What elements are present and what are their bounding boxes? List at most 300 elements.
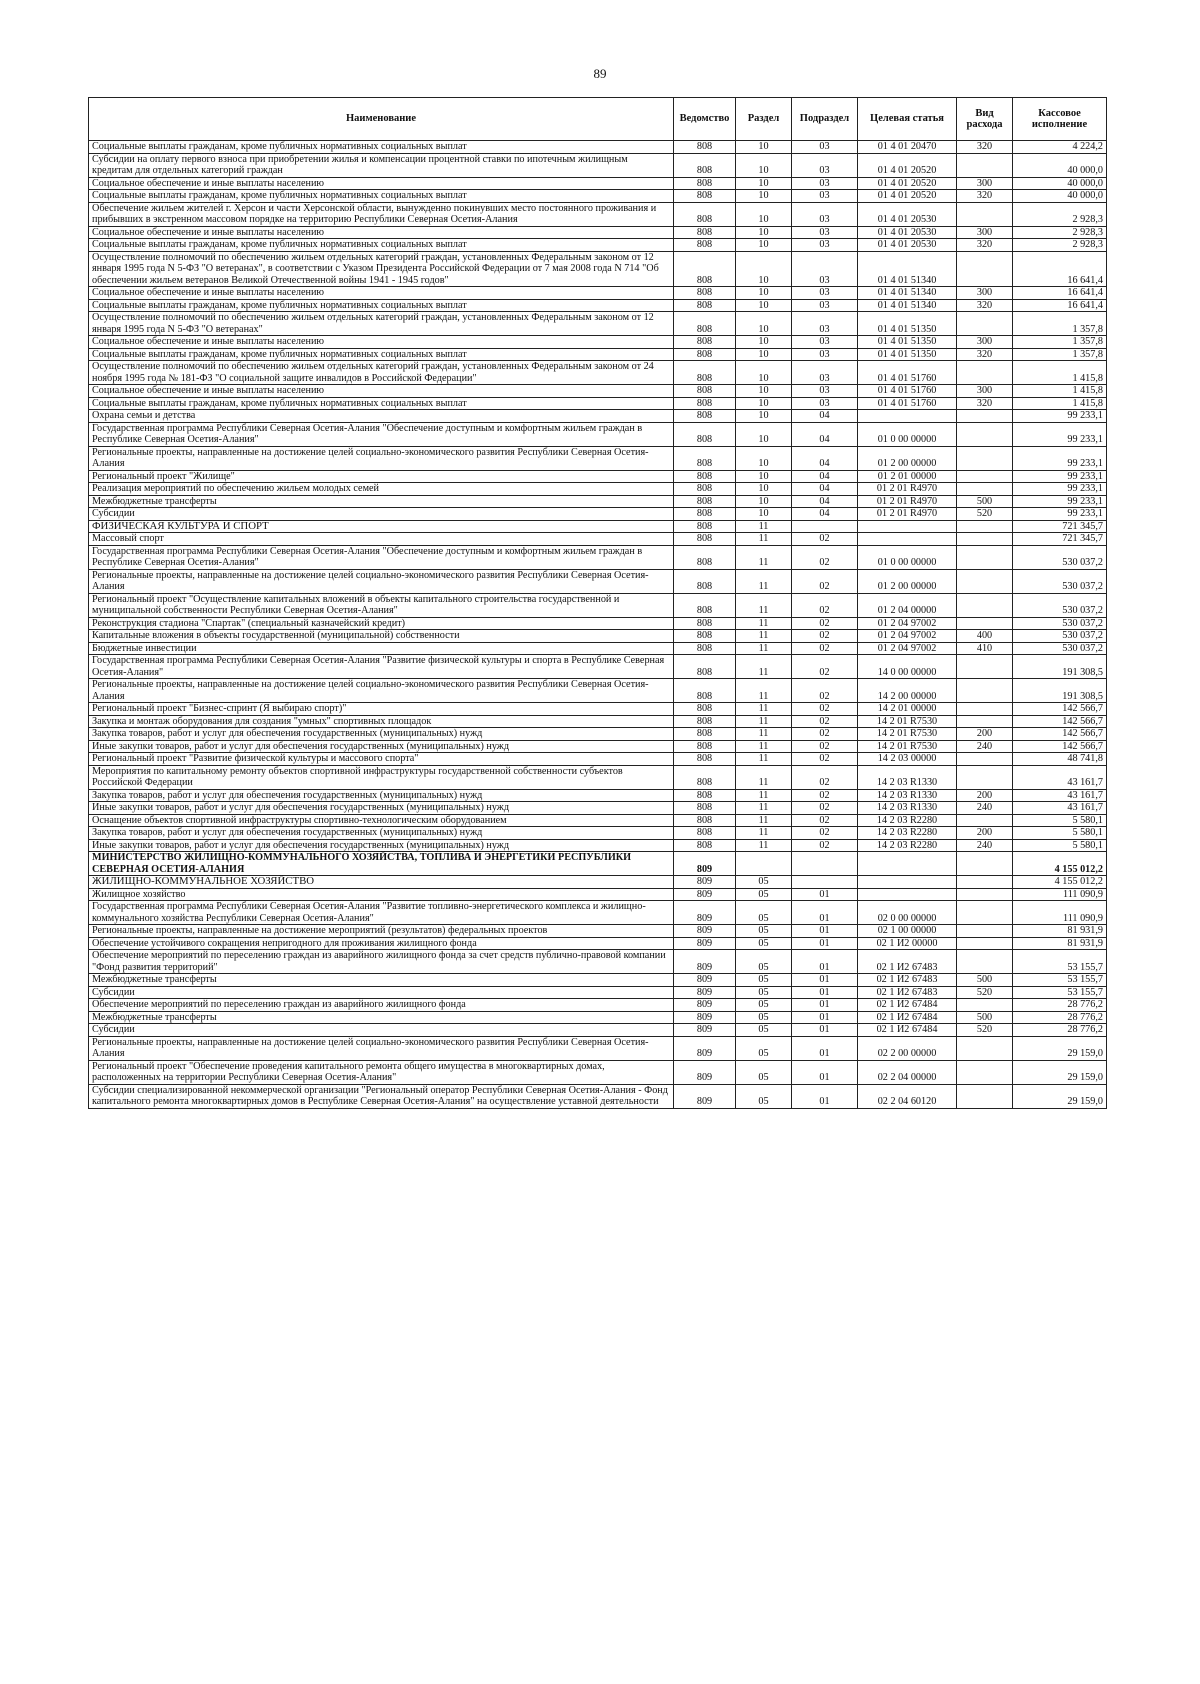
row-subsection-cell: 03 <box>792 251 858 287</box>
row-execution-cell: 530 037,2 <box>1013 569 1107 593</box>
row-article-cell: 01 2 00 00000 <box>858 446 957 470</box>
row-subsection-cell: 03 <box>792 312 858 336</box>
table-row <box>89 483 1107 496</box>
row-section-cell: 10 <box>736 251 792 287</box>
row-section-cell: 05 <box>736 999 792 1012</box>
row-execution-cell: 16 641,4 <box>1013 287 1107 300</box>
row-ministry-cell: 808 <box>674 361 736 385</box>
row-ministry-cell: 808 <box>674 827 736 840</box>
row-expense-type-cell: 320 <box>957 397 1013 410</box>
row-expense-type-cell: 240 <box>957 802 1013 815</box>
row-ministry-cell: 808 <box>674 545 736 569</box>
row-execution-cell: 4 224,2 <box>1013 141 1107 154</box>
table-row <box>89 361 1107 385</box>
row-article-cell: 01 4 01 20470 <box>858 141 957 154</box>
row-section-cell: 11 <box>736 753 792 766</box>
row-subsection-cell: 01 <box>792 1084 858 1108</box>
row-section-cell: 10 <box>736 202 792 226</box>
row-subsection-cell: 01 <box>792 986 858 999</box>
row-section-cell: 05 <box>736 1036 792 1060</box>
row-name-cell: Мероприятия по капитальному ремонту объектов спортивной инфраструктуры государственной собственности субъектов Российской Федерации <box>89 765 674 789</box>
row-execution-cell: 99 233,1 <box>1013 422 1107 446</box>
row-article-cell: 01 4 01 20520 <box>858 177 957 190</box>
row-subsection-cell: 04 <box>792 495 858 508</box>
row-ministry-cell: 808 <box>674 202 736 226</box>
row-expense-type-cell <box>957 569 1013 593</box>
row-ministry-cell: 808 <box>674 617 736 630</box>
row-article-cell: 02 0 00 00000 <box>858 901 957 925</box>
row-execution-cell: 530 037,2 <box>1013 617 1107 630</box>
row-execution-cell: 43 161,7 <box>1013 765 1107 789</box>
row-name-cell: Региональный проект "Бизнес-спринт (Я выбираю спорт)" <box>89 703 674 716</box>
row-name-cell: Социальное обеспечение и иные выплаты населению <box>89 385 674 398</box>
row-ministry-cell: 809 <box>674 986 736 999</box>
row-section-cell: 05 <box>736 901 792 925</box>
row-ministry-cell: 808 <box>674 446 736 470</box>
row-subsection-cell: 01 <box>792 888 858 901</box>
row-name-cell: Закупка товаров, работ и услуг для обеспечения государственных (муниципальных) нужд <box>89 827 674 840</box>
row-ministry-cell: 808 <box>674 495 736 508</box>
table-row <box>89 986 1107 999</box>
row-section-cell: 11 <box>736 545 792 569</box>
row-subsection-cell: 02 <box>792 715 858 728</box>
row-section-cell: 05 <box>736 986 792 999</box>
row-execution-cell: 81 931,9 <box>1013 925 1107 938</box>
row-ministry-cell: 808 <box>674 642 736 655</box>
row-section-cell: 11 <box>736 520 792 533</box>
row-ministry-cell: 808 <box>674 470 736 483</box>
row-name-cell: Социальное обеспечение и иные выплаты населению <box>89 226 674 239</box>
row-ministry-cell: 808 <box>674 226 736 239</box>
row-ministry-cell: 808 <box>674 141 736 154</box>
table-row <box>89 679 1107 703</box>
table-row <box>89 642 1107 655</box>
table-row <box>89 876 1107 889</box>
row-section-cell: 11 <box>736 655 792 679</box>
row-ministry-cell: 809 <box>674 937 736 950</box>
table-row <box>89 508 1107 521</box>
row-execution-cell: 142 566,7 <box>1013 728 1107 741</box>
row-execution-cell: 40 000,0 <box>1013 177 1107 190</box>
row-name-cell: Обеспечение мероприятий по переселению граждан из аварийного жилищного фонда за счет средств публично-правовой компании "Фонд развития территорий" <box>89 950 674 974</box>
row-execution-cell: 1 357,8 <box>1013 336 1107 349</box>
row-name-cell: Социальные выплаты гражданам, кроме публичных нормативных социальных выплат <box>89 141 674 154</box>
row-expense-type-cell: 320 <box>957 190 1013 203</box>
row-subsection-cell: 02 <box>792 655 858 679</box>
table-row <box>89 141 1107 154</box>
row-subsection-cell: 01 <box>792 1036 858 1060</box>
row-name-cell: Межбюджетные трансферты <box>89 1011 674 1024</box>
row-expense-type-cell <box>957 545 1013 569</box>
row-name-cell: Охрана семьи и детства <box>89 410 674 423</box>
row-article-cell: 01 2 01 R4970 <box>858 508 957 521</box>
row-execution-cell: 1 357,8 <box>1013 348 1107 361</box>
row-expense-type-cell: 300 <box>957 177 1013 190</box>
row-article-cell: 01 2 04 00000 <box>858 593 957 617</box>
row-section-cell: 10 <box>736 239 792 252</box>
row-ministry-cell: 809 <box>674 925 736 938</box>
row-expense-type-cell: 320 <box>957 141 1013 154</box>
row-execution-cell: 530 037,2 <box>1013 545 1107 569</box>
row-ministry-cell: 808 <box>674 177 736 190</box>
row-ministry-cell: 808 <box>674 593 736 617</box>
row-expense-type-cell <box>957 950 1013 974</box>
row-ministry-cell: 809 <box>674 888 736 901</box>
table-header-row <box>89 98 1107 141</box>
row-execution-cell: 2 928,3 <box>1013 226 1107 239</box>
row-section-cell: 05 <box>736 925 792 938</box>
row-name-cell: Жилищное хозяйство <box>89 888 674 901</box>
row-ministry-cell: 808 <box>674 251 736 287</box>
row-article-cell: 02 1 И2 67483 <box>858 974 957 987</box>
row-name-cell: Региональный проект "Осуществление капитальных вложений в объекты капитального строительства государственной и муниципальной собственности Республики Северная Осетия-Алания" <box>89 593 674 617</box>
row-subsection-cell: 01 <box>792 974 858 987</box>
row-section-cell: 10 <box>736 348 792 361</box>
row-article-cell: 14 2 00 00000 <box>858 679 957 703</box>
row-expense-type-cell <box>957 1060 1013 1084</box>
row-expense-type-cell: 520 <box>957 986 1013 999</box>
row-subsection-cell: 02 <box>792 789 858 802</box>
row-article-cell: 01 4 01 51340 <box>858 251 957 287</box>
row-article-cell: 01 2 01 00000 <box>858 470 957 483</box>
row-article-cell: 14 2 01 00000 <box>858 703 957 716</box>
table-row <box>89 299 1107 312</box>
row-section-cell: 11 <box>736 593 792 617</box>
row-section-cell: 11 <box>736 765 792 789</box>
row-name-cell: Субсидии <box>89 508 674 521</box>
row-subsection-cell: 02 <box>792 569 858 593</box>
row-section-cell: 11 <box>736 839 792 852</box>
row-execution-cell: 29 159,0 <box>1013 1036 1107 1060</box>
table-row <box>89 655 1107 679</box>
row-execution-cell: 53 155,7 <box>1013 974 1107 987</box>
row-ministry-cell: 808 <box>674 153 736 177</box>
row-article-cell <box>858 888 957 901</box>
row-expense-type-cell: 320 <box>957 299 1013 312</box>
row-subsection-cell: 02 <box>792 765 858 789</box>
row-ministry-cell: 809 <box>674 1060 736 1084</box>
row-execution-cell: 99 233,1 <box>1013 470 1107 483</box>
row-article-cell: 14 2 03 R2280 <box>858 814 957 827</box>
row-expense-type-cell <box>957 422 1013 446</box>
row-execution-cell: 99 233,1 <box>1013 410 1107 423</box>
row-name-cell: Региональные проекты, направленные на достижение целей социально-экономического развития Республики Северная Осетия-Алания <box>89 679 674 703</box>
row-article-cell: 02 1 00 00000 <box>858 925 957 938</box>
table-row <box>89 1060 1107 1084</box>
row-execution-cell: 4 155 012,2 <box>1013 876 1107 889</box>
row-execution-cell: 111 090,9 <box>1013 901 1107 925</box>
row-expense-type-cell: 520 <box>957 1024 1013 1037</box>
row-ministry-cell: 809 <box>674 950 736 974</box>
row-name-cell: Государственная программа Республики Северная Осетия-Алания "Развитие топливно-энергетического комплекса и жилищно-коммунального хозяйства Республики Северная Осетия-Алания" <box>89 901 674 925</box>
row-section-cell: 11 <box>736 827 792 840</box>
row-subsection-cell: 02 <box>792 814 858 827</box>
table-row <box>89 950 1107 974</box>
row-expense-type-cell <box>957 617 1013 630</box>
row-article-cell: 01 4 01 51760 <box>858 385 957 398</box>
row-ministry-cell: 808 <box>674 839 736 852</box>
row-article-cell: 02 1 И2 67483 <box>858 950 957 974</box>
row-execution-cell: 721 345,7 <box>1013 520 1107 533</box>
row-execution-cell: 40 000,0 <box>1013 190 1107 203</box>
row-article-cell: 01 2 04 97002 <box>858 617 957 630</box>
row-expense-type-cell <box>957 1036 1013 1060</box>
row-subsection-cell: 02 <box>792 679 858 703</box>
row-ministry-cell: 808 <box>674 239 736 252</box>
row-subsection-cell: 01 <box>792 925 858 938</box>
row-execution-cell: 81 931,9 <box>1013 937 1107 950</box>
row-article-cell: 01 0 00 00000 <box>858 422 957 446</box>
row-subsection-cell: 02 <box>792 728 858 741</box>
row-subsection-cell: 03 <box>792 153 858 177</box>
row-name-cell: Иные закупки товаров, работ и услуг для обеспечения государственных (муниципальных) нужд <box>89 802 674 815</box>
row-execution-cell: 5 580,1 <box>1013 814 1107 827</box>
row-section-cell: 11 <box>736 740 792 753</box>
row-ministry-cell: 808 <box>674 728 736 741</box>
table-row <box>89 190 1107 203</box>
row-section-cell: 10 <box>736 153 792 177</box>
row-subsection-cell: 01 <box>792 1024 858 1037</box>
table-row <box>89 814 1107 827</box>
row-article-cell: 01 2 01 R4970 <box>858 483 957 496</box>
row-expense-type-cell <box>957 533 1013 546</box>
row-article-cell: 02 2 00 00000 <box>858 1036 957 1060</box>
row-subsection-cell <box>792 852 858 876</box>
table-row <box>89 336 1107 349</box>
row-name-cell: ФИЗИЧЕСКАЯ КУЛЬТУРА И СПОРТ <box>89 520 674 533</box>
row-subsection-cell: 03 <box>792 226 858 239</box>
row-section-cell: 10 <box>736 312 792 336</box>
row-name-cell: Реализация мероприятий по обеспечению жильем молодых семей <box>89 483 674 496</box>
row-expense-type-cell <box>957 655 1013 679</box>
row-subsection-cell: 03 <box>792 397 858 410</box>
row-name-cell: Социальные выплаты гражданам, кроме публичных нормативных социальных выплат <box>89 348 674 361</box>
row-expense-type-cell <box>957 251 1013 287</box>
row-ministry-cell: 809 <box>674 876 736 889</box>
row-article-cell: 02 2 04 60120 <box>858 1084 957 1108</box>
row-name-cell: Региональные проекты, направленные на достижение целей социально-экономического развития Республики Северная Осетия-Алания <box>89 1036 674 1060</box>
table-row <box>89 287 1107 300</box>
row-name-cell: Межбюджетные трансферты <box>89 974 674 987</box>
row-section-cell: 10 <box>736 508 792 521</box>
table-row <box>89 545 1107 569</box>
row-ministry-cell: 809 <box>674 1011 736 1024</box>
row-subsection-cell: 02 <box>792 630 858 643</box>
row-subsection-cell: 03 <box>792 361 858 385</box>
row-name-cell: Межбюджетные трансферты <box>89 495 674 508</box>
row-section-cell: 11 <box>736 789 792 802</box>
row-ministry-cell: 808 <box>674 410 736 423</box>
row-name-cell: Иные закупки товаров, работ и услуг для обеспечения государственных (муниципальных) нужд <box>89 839 674 852</box>
row-article-cell: 14 2 03 R1330 <box>858 789 957 802</box>
row-name-cell: Социальное обеспечение и иные выплаты населению <box>89 336 674 349</box>
row-subsection-cell: 04 <box>792 470 858 483</box>
row-execution-cell: 1 415,8 <box>1013 361 1107 385</box>
row-article-cell: 14 2 01 R7530 <box>858 728 957 741</box>
row-subsection-cell: 02 <box>792 533 858 546</box>
row-name-cell: Массовый спорт <box>89 533 674 546</box>
row-section-cell: 05 <box>736 974 792 987</box>
row-ministry-cell: 808 <box>674 569 736 593</box>
row-article-cell <box>858 876 957 889</box>
row-subsection-cell: 03 <box>792 239 858 252</box>
page-number: 89 <box>593 66 607 81</box>
table-row <box>89 802 1107 815</box>
table-row <box>89 226 1107 239</box>
table-row <box>89 617 1107 630</box>
table-row <box>89 901 1107 925</box>
row-article-cell: 14 2 03 00000 <box>858 753 957 766</box>
row-name-cell: Социальные выплаты гражданам, кроме публичных нормативных социальных выплат <box>89 239 674 252</box>
table-row <box>89 385 1107 398</box>
table-row <box>89 937 1107 950</box>
row-section-cell: 10 <box>736 470 792 483</box>
table-row <box>89 765 1107 789</box>
row-subsection-cell: 02 <box>792 753 858 766</box>
row-section-cell: 10 <box>736 141 792 154</box>
row-article-cell: 14 2 03 R1330 <box>858 765 957 789</box>
row-ministry-cell: 809 <box>674 1024 736 1037</box>
row-subsection-cell: 04 <box>792 483 858 496</box>
row-execution-cell: 1 357,8 <box>1013 312 1107 336</box>
row-section-cell: 10 <box>736 336 792 349</box>
row-execution-cell: 53 155,7 <box>1013 986 1107 999</box>
row-name-cell: Социальное обеспечение и иные выплаты населению <box>89 287 674 300</box>
row-name-cell: Закупка товаров, работ и услуг для обеспечения государственных (муниципальных) нужд <box>89 728 674 741</box>
row-article-cell: 01 4 01 51760 <box>858 361 957 385</box>
row-execution-cell: 191 308,5 <box>1013 679 1107 703</box>
header-section: Раздел <box>736 98 792 141</box>
row-article-cell: 01 4 01 20520 <box>858 190 957 203</box>
row-section-cell: 05 <box>736 1084 792 1108</box>
row-execution-cell: 99 233,1 <box>1013 508 1107 521</box>
row-ministry-cell: 808 <box>674 789 736 802</box>
row-section-cell: 10 <box>736 385 792 398</box>
row-name-cell: Региональные проекты, направленные на достижение целей социально-экономического развития Республики Северная Осетия-Алания <box>89 446 674 470</box>
row-name-cell: Субсидии специализированной некоммерческой организации "Региональный оператор Республики Северная Осетия-Алания - Фонд капитального ремонта многоквартирных домов в Республике Северная Осетия-Алания" на осуществление уставной деятельности <box>89 1084 674 1108</box>
row-ministry-cell: 808 <box>674 802 736 815</box>
row-execution-cell: 28 776,2 <box>1013 999 1107 1012</box>
row-execution-cell: 29 159,0 <box>1013 1060 1107 1084</box>
row-expense-type-cell: 500 <box>957 1011 1013 1024</box>
row-name-cell: Государственная программа Республики Северная Осетия-Алания "Обеспечение доступным и комфортным жильем граждан в Республике Северная Осетия-Алания" <box>89 545 674 569</box>
row-execution-cell: 53 155,7 <box>1013 950 1107 974</box>
row-execution-cell: 191 308,5 <box>1013 655 1107 679</box>
row-name-cell: Государственная программа Республики Северная Осетия-Алания "Обеспечение доступным и комфортным жильем граждан в Республике Северная Осетия-Алания" <box>89 422 674 446</box>
row-article-cell: 02 1 И2 67484 <box>858 999 957 1012</box>
row-section-cell: 05 <box>736 1024 792 1037</box>
header-execution: Кассовое исполнение <box>1013 98 1107 141</box>
row-name-cell: ЖИЛИЩНО-КОММУНАЛЬНОЕ ХОЗЯЙСТВО <box>89 876 674 889</box>
row-expense-type-cell <box>957 483 1013 496</box>
row-execution-cell: 28 776,2 <box>1013 1011 1107 1024</box>
row-execution-cell: 142 566,7 <box>1013 740 1107 753</box>
row-name-cell: Субсидии <box>89 986 674 999</box>
row-article-cell: 14 2 03 R2280 <box>858 839 957 852</box>
table-row <box>89 593 1107 617</box>
row-expense-type-cell: 520 <box>957 508 1013 521</box>
row-execution-cell: 28 776,2 <box>1013 1024 1107 1037</box>
row-section-cell: 11 <box>736 703 792 716</box>
row-article-cell: 02 2 04 00000 <box>858 1060 957 1084</box>
row-ministry-cell: 808 <box>674 655 736 679</box>
row-article-cell: 02 1 И2 00000 <box>858 937 957 950</box>
row-ministry-cell: 808 <box>674 765 736 789</box>
row-execution-cell: 48 741,8 <box>1013 753 1107 766</box>
row-subsection-cell: 01 <box>792 901 858 925</box>
table-row <box>89 715 1107 728</box>
row-name-cell: Закупка и монтаж оборудования для создания "умных" спортивных площадок <box>89 715 674 728</box>
row-subsection-cell: 03 <box>792 287 858 300</box>
table-row <box>89 410 1107 423</box>
row-expense-type-cell: 500 <box>957 495 1013 508</box>
table-row <box>89 470 1107 483</box>
row-ministry-cell: 808 <box>674 520 736 533</box>
row-expense-type-cell: 200 <box>957 728 1013 741</box>
row-subsection-cell: 02 <box>792 740 858 753</box>
row-section-cell: 05 <box>736 950 792 974</box>
table-row <box>89 925 1107 938</box>
row-execution-cell: 5 580,1 <box>1013 827 1107 840</box>
row-name-cell: Оснащение объектов спортивной инфраструктуры спортивно-технологическим оборудованием <box>89 814 674 827</box>
row-execution-cell: 16 641,4 <box>1013 251 1107 287</box>
row-ministry-cell: 808 <box>674 312 736 336</box>
row-expense-type-cell <box>957 446 1013 470</box>
row-expense-type-cell <box>957 888 1013 901</box>
row-subsection-cell: 04 <box>792 508 858 521</box>
row-section-cell: 10 <box>736 361 792 385</box>
row-execution-cell: 1 415,8 <box>1013 397 1107 410</box>
row-ministry-cell: 808 <box>674 814 736 827</box>
row-expense-type-cell: 320 <box>957 348 1013 361</box>
row-expense-type-cell: 300 <box>957 226 1013 239</box>
row-ministry-cell: 808 <box>674 679 736 703</box>
row-name-cell: Региональный проект "Обеспечение проведения капитального ремонта общего имущества в многоквартирных домах, расположенных на территории Республики Северная Осетия-Алания" <box>89 1060 674 1084</box>
row-section-cell: 10 <box>736 410 792 423</box>
row-article-cell: 14 0 00 00000 <box>858 655 957 679</box>
row-expense-type-cell <box>957 937 1013 950</box>
row-subsection-cell: 01 <box>792 950 858 974</box>
row-ministry-cell: 808 <box>674 299 736 312</box>
row-section-cell: 11 <box>736 617 792 630</box>
table-row <box>89 569 1107 593</box>
row-expense-type-cell <box>957 765 1013 789</box>
row-expense-type-cell: 500 <box>957 974 1013 987</box>
row-section-cell: 10 <box>736 446 792 470</box>
header-expense-type: Вид расхода <box>957 98 1013 141</box>
row-section-cell: 11 <box>736 630 792 643</box>
row-section-cell: 11 <box>736 814 792 827</box>
row-section-cell: 10 <box>736 226 792 239</box>
row-subsection-cell: 04 <box>792 422 858 446</box>
row-expense-type-cell: 300 <box>957 287 1013 300</box>
table-row <box>89 251 1107 287</box>
row-article-cell: 02 1 И2 67484 <box>858 1024 957 1037</box>
row-article-cell <box>858 852 957 876</box>
row-expense-type-cell: 400 <box>957 630 1013 643</box>
table-row <box>89 1024 1107 1037</box>
row-execution-cell: 530 037,2 <box>1013 630 1107 643</box>
row-expense-type-cell <box>957 999 1013 1012</box>
table-row <box>89 533 1107 546</box>
row-execution-cell: 43 161,7 <box>1013 802 1107 815</box>
row-section-cell: 05 <box>736 1011 792 1024</box>
row-name-cell: Обеспечение мероприятий по переселению граждан из аварийного жилищного фонда <box>89 999 674 1012</box>
row-name-cell: Региональный проект "Развитие физической культуры и массового спорта" <box>89 753 674 766</box>
row-section-cell: 11 <box>736 642 792 655</box>
row-article-cell: 01 4 01 51340 <box>858 299 957 312</box>
row-execution-cell: 99 233,1 <box>1013 495 1107 508</box>
